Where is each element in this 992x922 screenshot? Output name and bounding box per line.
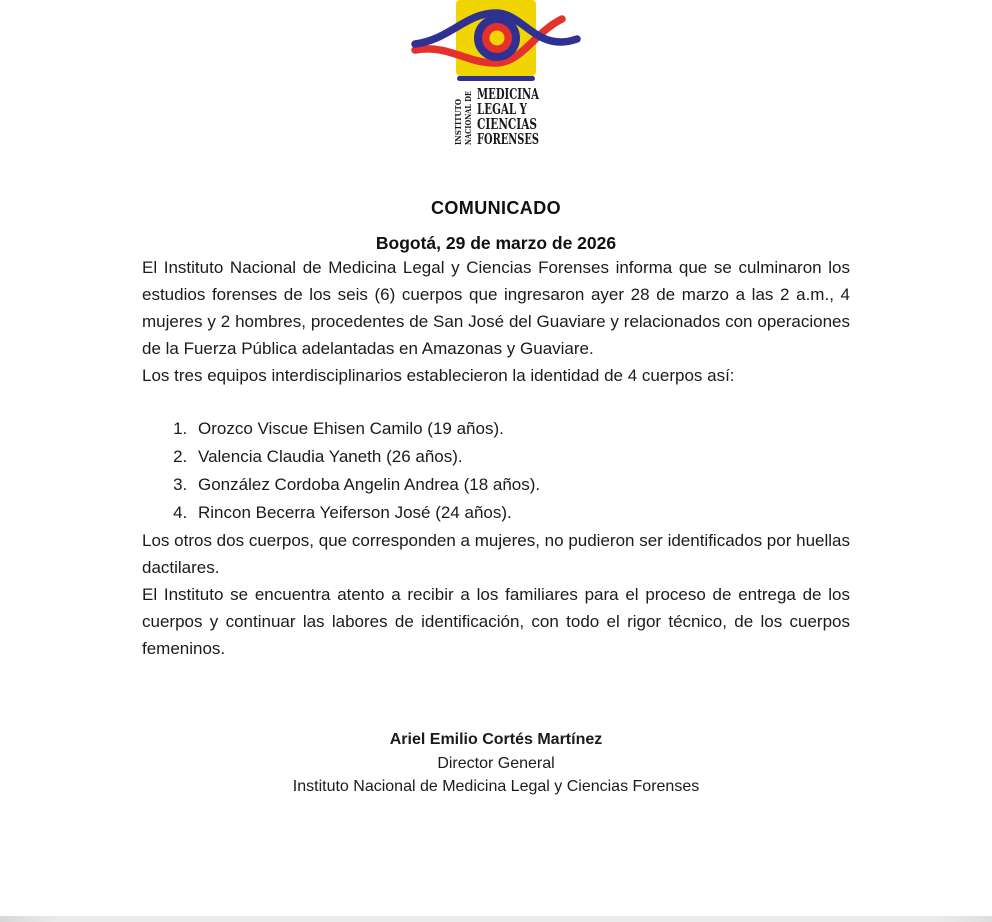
signature-role: Director General (437, 754, 555, 772)
logo-wordmark-line-1: MEDICINA (477, 85, 540, 103)
institute-logo (411, 0, 581, 152)
list-item: 1. Orozco Viscue Ehisen Camilo (19 años). (192, 415, 850, 443)
intro-paragraph: El Instituto Nacional de Medicina Legal y Ciencias Forenses informa que se culminaron los estudios forenses de los seis (6) cuerpos que ingresaron ayer 28 de marzo a las 2 a.m., 4 mujeres y 2 hombres, procedentes de San José del Guaviare y relacionados con operaciones de la Fuerza Pública adelantadas en Amazonas y Guaviare. (142, 258, 850, 358)
signature-organization: Instituto Nacional de Medicina Legal y Ciencias Forenses (292, 778, 700, 795)
logo-vertical-text-1: INSTITUTO (453, 92, 463, 145)
signature-name: Ariel Emilio Cortés Martínez (389, 731, 603, 748)
logo-vertical-text-2: NACIONAL DE (463, 79, 473, 145)
unidentified-paragraph: Los otros dos cuerpos, que corresponden a mujeres, no pudieron ser identificados por huellas dactilares. (142, 531, 850, 577)
institute-logo-icon (411, 0, 581, 152)
document-title: COMUNICADO (431, 198, 561, 218)
document-dateline: Bogotá, 29 de marzo de 2026 (375, 233, 617, 253)
leadin-paragraph: Los tres equipos interdisciplinarios establecieron la identidad de 4 cuerpos así: (142, 366, 735, 385)
logo-wordmark-line-4: FORENSES (477, 130, 539, 148)
signature-block (142, 728, 850, 799)
list-item: 2. Valencia Claudia Yaneth (26 años). (192, 443, 850, 471)
document-body (142, 254, 850, 799)
identified-bodies-list (142, 415, 850, 527)
closing-paragraph: El Instituto se encuentra atento a recibir a los familiares para el proceso de entrega de los cuerpos y continuar las labores de identificación, con todo el rigor técnico, de los cuerpos femeninos. (142, 585, 850, 658)
list-item: 3. González Cordoba Angelin Andrea (18 años). (192, 471, 850, 499)
logo-wordmark-line-2: LEGAL Y (477, 100, 528, 118)
logo-base-bar (457, 76, 535, 81)
page-bottom-edge (0, 916, 992, 922)
logo-wordmark-line-3: CIENCIAS (477, 115, 537, 133)
list-item: 4. Rincon Becerra Yeiferson José (24 años). (192, 499, 850, 527)
